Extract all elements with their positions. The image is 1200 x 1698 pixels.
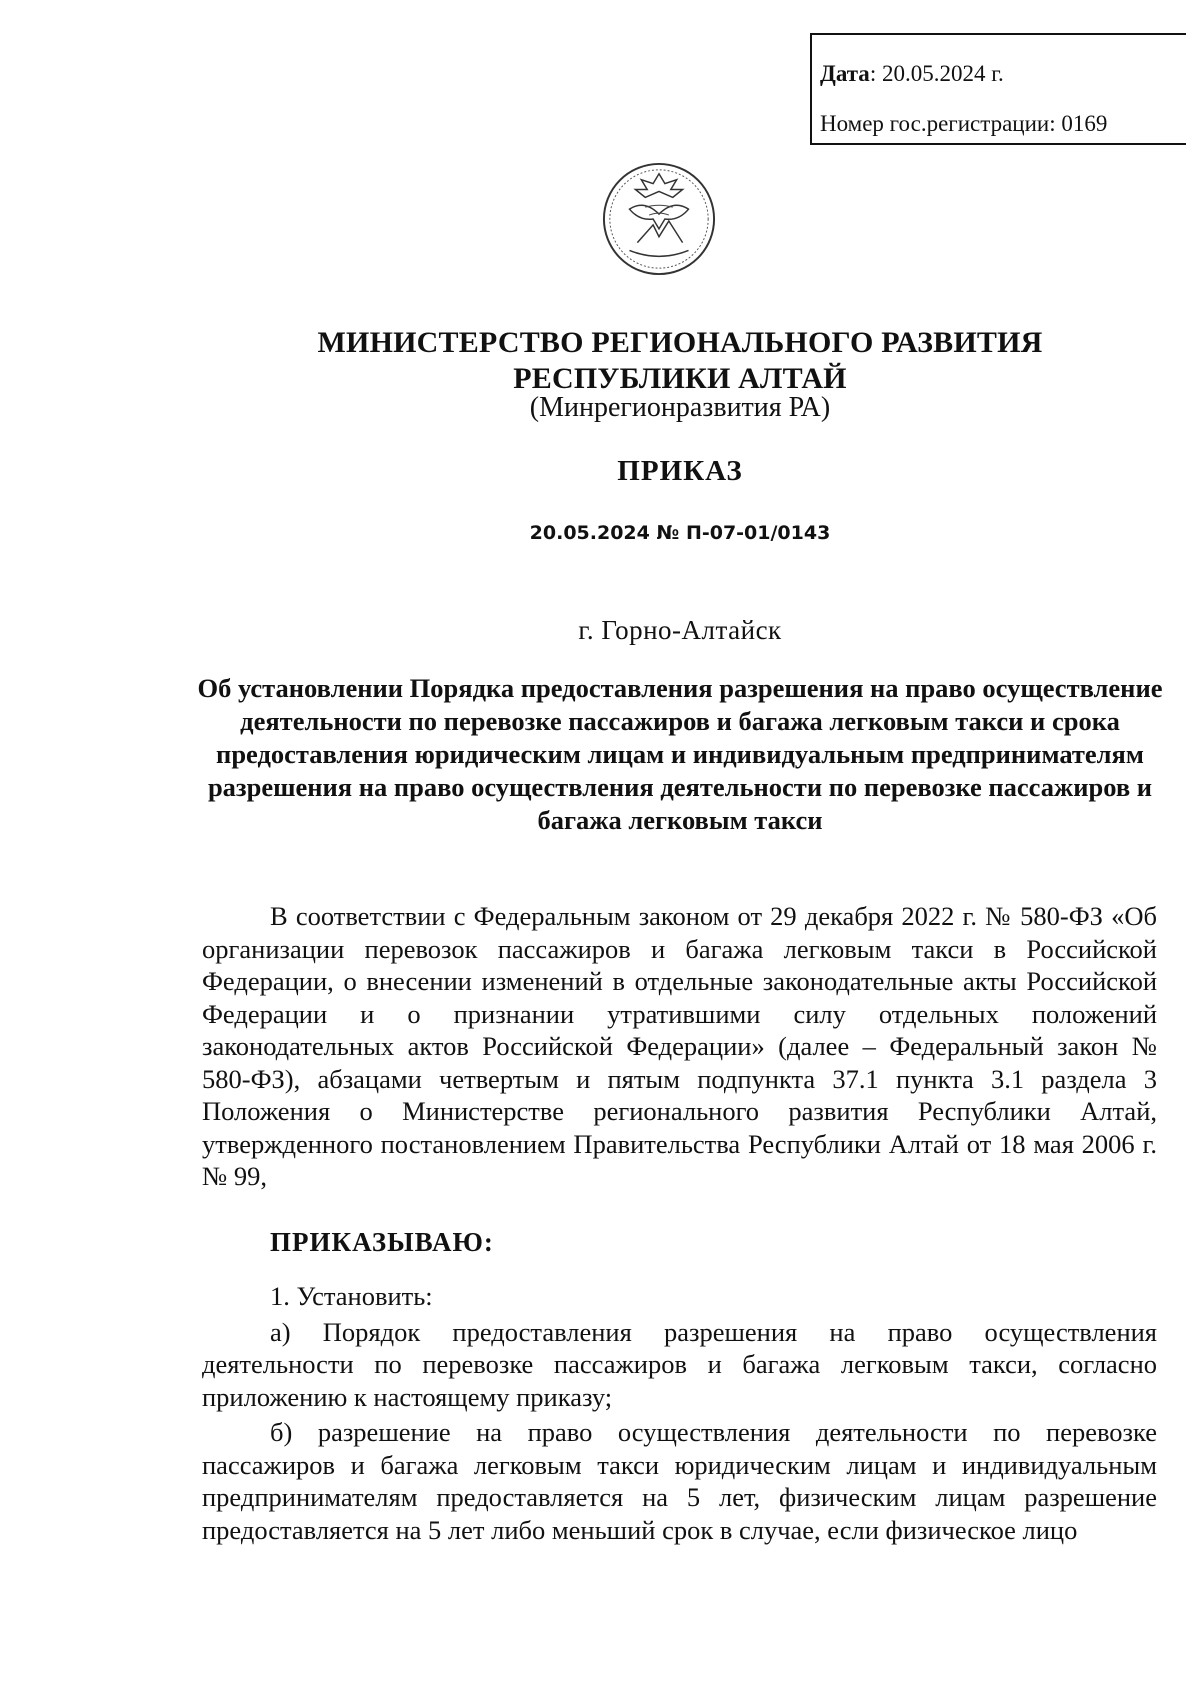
registration-date-value: : 20.05.2024 г. bbox=[869, 61, 1004, 86]
registration-number: Номер гос.регистрации: 0169 bbox=[820, 111, 1108, 136]
ministry-name-line2: РЕСПУБЛИКИ АЛТАЙ bbox=[513, 362, 847, 395]
directive-heading: ПРИКАЗЫВАЮ: bbox=[270, 1227, 494, 1257]
place-of-issue: г. Горно-Алтайск bbox=[578, 615, 782, 645]
order-number: 20.05.2024 № П-07-01/0143 bbox=[529, 522, 831, 544]
order-items bbox=[202, 1280, 1157, 1546]
ministry-name bbox=[0, 325, 1200, 397]
preamble-paragraph: В соответствии с Федеральным законом от 29 декабря 2022 г. № 580-ФЗ «Об организации перевозок пассажиров и багажа легковым такси в Российской Федерации, о внесении изменений в отдельные законодательные акты Российской Федерации и о признании утратившими силу отдельных положений законодательных актов Российской Федерации» (далее – Федеральный закон № 580-ФЗ), абзацами четвертым и пятым подпункта 37.1 пункта 3.1 раздела 3 Положения о Министерстве регионального развития Республики Алтай, утвержденного постановлением Правительства Республики Алтай от 18 мая 2006 г. № 99, bbox=[202, 901, 1157, 1191]
item-1: 1. Установить: bbox=[270, 1281, 433, 1311]
coat-of-arms-icon bbox=[600, 160, 718, 278]
registration-stamp bbox=[810, 33, 1186, 145]
registration-date-line bbox=[820, 49, 1186, 99]
document-type-heading: ПРИКАЗ bbox=[617, 455, 743, 487]
item-a: а) Порядок предоставления разрешения на право осуществления деятельности по перевозке пассажиров и багажа легковым такси, согласно приложению к настоящему приказу; bbox=[202, 1316, 1157, 1412]
registration-date-label: Дата bbox=[820, 61, 870, 86]
item-b: б) разрешение на право осуществления деятельности по перевозке пассажиров и багажа легковым такси юридическим лицам и индивидуальным предпринимателям предоставляется на 5 лет, физическим лицам разрешение предоставляется на 5 лет либо меньший срок в случае, если физическое лицо bbox=[202, 1417, 1157, 1545]
ministry-abbreviation: (Минрегионразвития РА) bbox=[529, 392, 831, 423]
ministry-name-line1: МИНИСТЕРСТВО РЕГИОНАЛЬНОГО РАЗВИТИЯ bbox=[317, 326, 1043, 359]
order-subject: Об установлении Порядка предоставления разрешения на право осуществление деятельности по перевозке пассажиров и багажа легковым такси и срока предоставления юридическим лицам и индивидуальным предпринимателям разрешения на право осуществления деятельности по перевозке пассажиров и багажа легковым такси bbox=[197, 673, 1163, 835]
